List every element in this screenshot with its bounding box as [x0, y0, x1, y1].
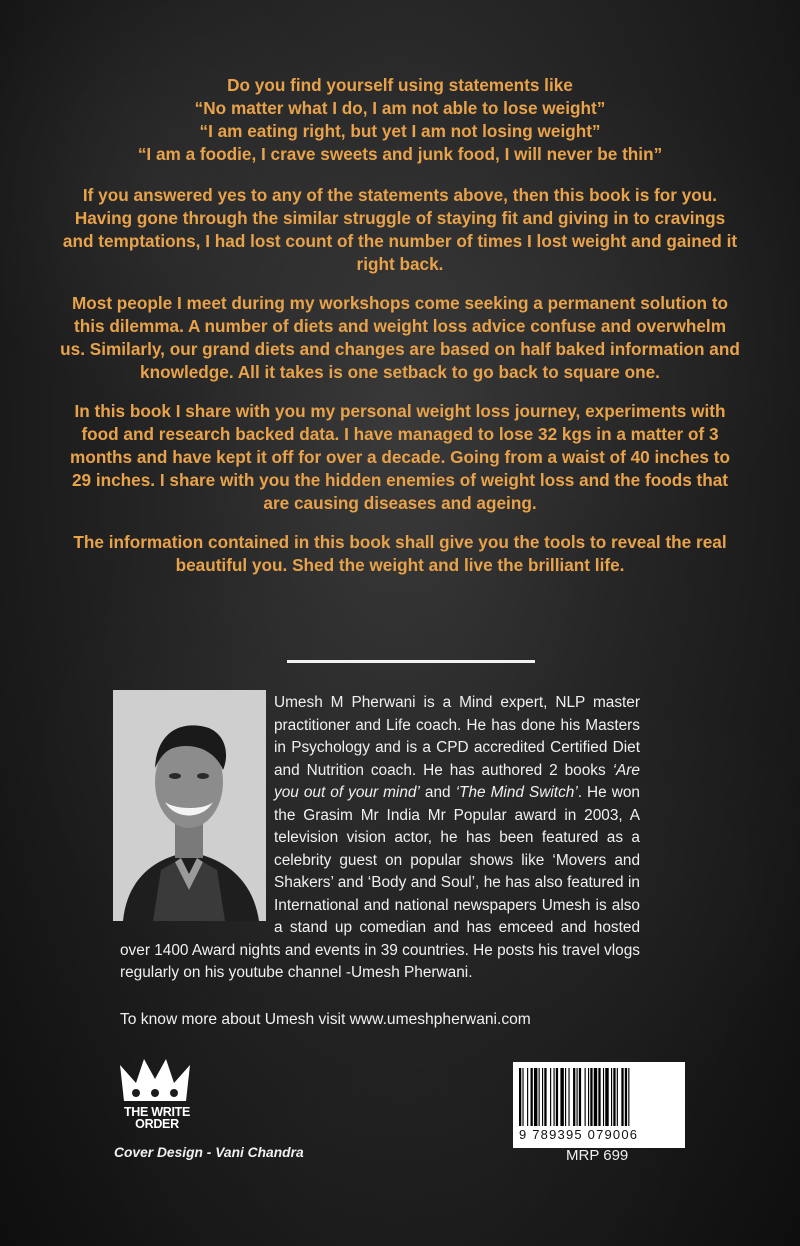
- barcode-bar: [594, 1068, 597, 1126]
- price-label: MRP 699: [566, 1147, 629, 1164]
- barcode-bar: [573, 1068, 575, 1126]
- barcode-bar: [527, 1068, 528, 1126]
- barcode-bar: [603, 1068, 604, 1126]
- blurb-quote: “I am eating right, but yet I am not losing weight”: [199, 121, 601, 141]
- barcode-bar: [565, 1068, 566, 1126]
- barcode-bar: [577, 1068, 578, 1126]
- blurb-intro: Do you find yourself using statements like: [227, 75, 573, 95]
- barcode-bar: [531, 1068, 533, 1126]
- author-bio: [120, 692, 640, 985]
- barcode-bar: [598, 1068, 600, 1126]
- barcode-bar: [585, 1068, 586, 1126]
- bio-text-part2: . He won the Grasim Mr India Mr Popular award in 2003, A television vision actor, he has been featured as a celebrity guest on popular shows like ‘Movers and Shakers’ and ‘Body and Soul’, he has also featured in International and national newspapers Umesh is also a stand up comedian and has emceed and hosted over 1400 Award nights and events in 39 countries. He posts his travel vlogs regularly on his youtube channel -Umesh Pherwani.: [120, 784, 640, 981]
- bio-text-and: and: [419, 784, 456, 801]
- book-title-1: ‘Are you out of your mind’: [274, 761, 640, 801]
- barcode-bar: [628, 1068, 629, 1126]
- publisher-line-2: ORDER: [135, 1117, 179, 1131]
- barcode-bar: [556, 1068, 558, 1126]
- blurb: [60, 74, 740, 577]
- bio-text-part1: Umesh M Pherwani is a Mind expert, NLP master practitioner and Life coach. He has done his Masters in Psychology and is a CPD accredited Certified Diet and Nutrition coach. He has authored 2 books: [274, 694, 640, 779]
- website-line: To know more about Umesh visit www.umeshpherwani.com: [120, 1011, 531, 1028]
- barcode-bar: [519, 1068, 521, 1126]
- barcode-bar: [590, 1068, 592, 1126]
- section-divider: [287, 660, 535, 663]
- barcode-icon: [519, 1068, 679, 1126]
- barcode-bar: [611, 1068, 612, 1126]
- barcode-bar: [621, 1068, 623, 1126]
- barcode-bar: [613, 1068, 615, 1126]
- blurb-paragraph-1: If you answered yes to any of the statements above, then this book is for you. Having gone through the similar struggle of staying fit and giving in to cravings and temptations, I had lost count of the number of times I lost weight and gained it right back.: [62, 185, 738, 274]
- blurb-quote: “I am a foodie, I crave sweets and junk food, I will never be thin”: [137, 144, 663, 164]
- barcode-bar: [542, 1068, 543, 1126]
- barcode-bar: [605, 1068, 608, 1126]
- publisher-logo-text: [112, 1106, 202, 1130]
- blurb-paragraph-4: The information contained in this book shall give you the tools to reveal the real beautiful you. Shed the weight and live the brilliant life.: [73, 532, 727, 575]
- blurb-quote: “No matter what I do, I am not able to lose weight”: [194, 98, 606, 118]
- barcode-bar: [550, 1068, 551, 1126]
- publisher-line-1: THE WRITE: [123, 1105, 191, 1119]
- barcode-bar: [579, 1068, 581, 1126]
- blurb-intro-block: [60, 74, 740, 166]
- barcode-digits: 9 789395 079006: [519, 1127, 639, 1142]
- blurb-paragraph-2: Most people I meet during my workshops come seeking a permanent solution to this dilemma. A number of diets and weight loss advice confuse and overwhelm us. Similarly, our grand diets and changes are based on half baked information and knowledge. All it takes is one setback to go back to square one.: [60, 293, 740, 382]
- barcode-bar: [617, 1068, 618, 1126]
- isbn-barcode: [513, 1062, 685, 1148]
- barcode-bar: [560, 1068, 563, 1126]
- barcode-bar: [539, 1068, 540, 1126]
- photo-spacer: [120, 692, 274, 924]
- blurb-paragraph-3: In this book I share with you my personal weight loss journey, experiments with food and research backed data. I have managed to lose 32 kgs in a matter of 3 months and have kept it off for over a decade. Going from a waist of 40 inches to 29 inches. I share with you the hidden enemies of weight loss and the foods that are causing diseases and ageing.: [70, 401, 730, 513]
- barcode-bar: [544, 1068, 546, 1126]
- cover-design-credit: Cover Design - Vani Chandra: [114, 1145, 304, 1160]
- barcode-bar: [522, 1068, 523, 1126]
- barcode-bar: [588, 1068, 589, 1126]
- barcode-bar: [625, 1068, 627, 1126]
- barcode-bar: [554, 1068, 555, 1126]
- book-title-2: ‘The Mind Switch’: [455, 784, 578, 801]
- barcode-bar: [568, 1068, 569, 1126]
- barcode-bar: [534, 1068, 537, 1126]
